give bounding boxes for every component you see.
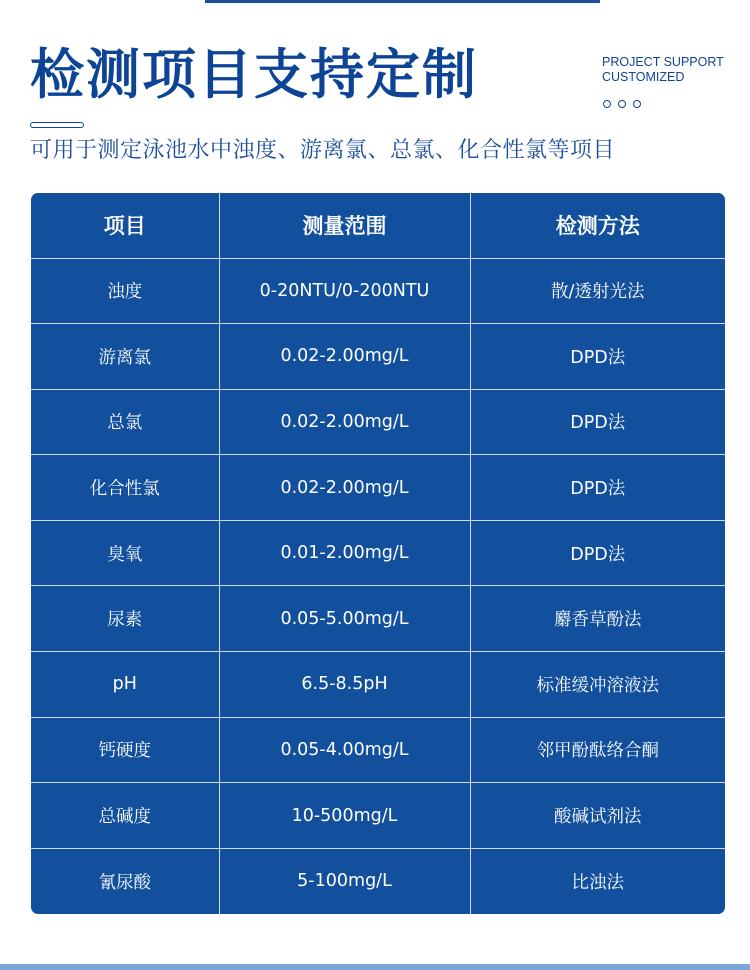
cell-item: 钙硬度: [31, 717, 219, 783]
cell-item: 总碱度: [31, 783, 219, 849]
cell-method: DPD法: [470, 455, 725, 521]
cell-range: 0.05-5.00mg/L: [219, 586, 470, 652]
cell-range: 10-500mg/L: [219, 783, 470, 849]
cell-method: 酸碱试剂法: [470, 783, 725, 849]
table-header-row: [31, 193, 725, 258]
decorative-dots: [603, 100, 641, 108]
spec-table-container: [31, 193, 725, 914]
cell-item: 总氯: [31, 389, 219, 455]
circle-icon: [603, 100, 611, 108]
cell-method: 麝香草酚法: [470, 586, 725, 652]
cell-item: 臭氧: [31, 520, 219, 586]
table-row: [31, 258, 725, 324]
project-tag: [602, 55, 724, 85]
project-tag-line-1: PROJECT SUPPORT: [602, 55, 724, 69]
table-row: [31, 586, 725, 652]
cell-range: 0.02-2.00mg/L: [219, 455, 470, 521]
page-title: 检测项目支持定制: [30, 43, 478, 106]
cell-range: 0-20NTU/0-200NTU: [219, 258, 470, 324]
table-row: [31, 389, 725, 455]
cell-method: 比浊法: [571, 872, 624, 893]
table-row: [31, 848, 725, 914]
bottom-accent-bar: [0, 964, 750, 970]
table-row: [31, 783, 725, 849]
cell-range: 5-100mg/L: [219, 848, 470, 914]
decorative-pill: [30, 122, 84, 128]
cell-method: DPD法: [470, 324, 725, 390]
cell-range: 0.02-2.00mg/L: [219, 324, 470, 390]
header-range: 测量范围: [219, 193, 470, 258]
table-row: [31, 717, 725, 783]
cell-range: 6.5-8.5pH: [219, 652, 470, 718]
table-row: [31, 652, 725, 718]
cell-item: pH: [31, 652, 219, 718]
cell-item: 尿素: [31, 586, 219, 652]
cell-method: DPD法: [470, 520, 725, 586]
project-tag-line-2: CUSTOMIZED: [602, 70, 685, 84]
table-row: [31, 324, 725, 390]
circle-icon: [633, 100, 641, 108]
cell-method: DPD法: [470, 389, 725, 455]
cell-method: 邻甲酚酞络合酮: [470, 717, 725, 783]
cell-range: 0.02-2.00mg/L: [219, 389, 470, 455]
table-row: [31, 520, 725, 586]
top-accent-bar: [205, 0, 600, 3]
cell-item: 氰尿酸: [31, 848, 219, 914]
cell-range: 0.01-2.00mg/L: [219, 520, 470, 586]
table-row: [31, 455, 725, 521]
circle-icon: [618, 100, 626, 108]
cell-item: 游离氯: [31, 324, 219, 390]
spec-table: [31, 193, 725, 914]
cell-item: 浊度: [31, 258, 219, 324]
cell-range: 0.05-4.00mg/L: [219, 717, 470, 783]
cell-item: 化合性氯: [31, 455, 219, 521]
header-item: 项目: [31, 193, 219, 258]
page-subtitle: 可用于测定泳池水中浊度、游离氯、总氯、化合性氯等项目: [30, 138, 616, 163]
cell-method: 标准缓冲溶液法: [470, 652, 725, 718]
header-method: 检测方法: [470, 193, 725, 258]
cell-method: 散/透射光法: [470, 258, 725, 324]
